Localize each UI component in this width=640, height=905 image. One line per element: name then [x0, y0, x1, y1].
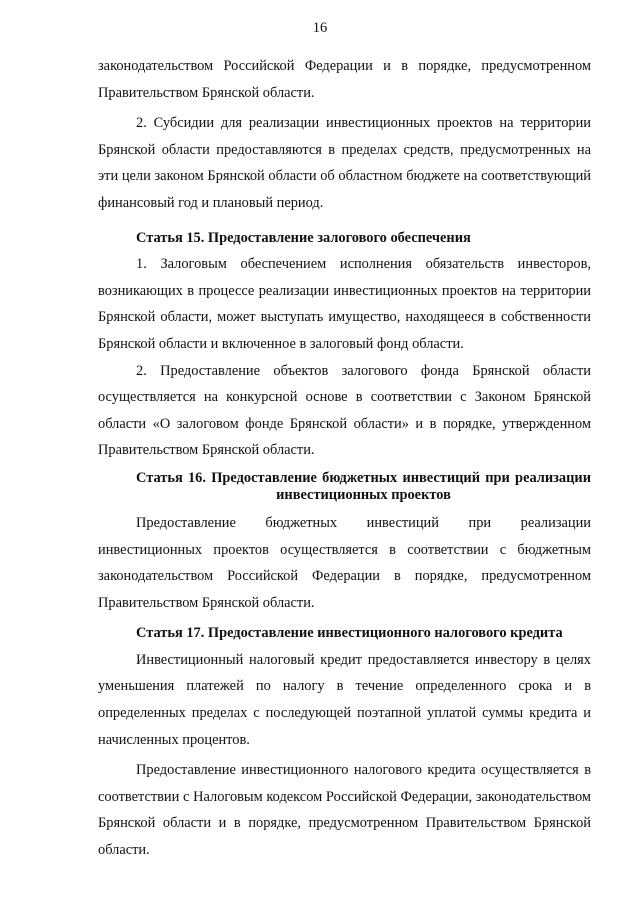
paragraph-collateral-2: 2. Предоставление объектов залогового фонда Брянской области осуществляется на конкурсной основе в соответствии с Законом Брянской области «О залоговом фонде Брянской области» и в порядке, утвержденном Правительством Брянской области.	[98, 362, 591, 459]
page-number: 16	[312, 20, 328, 36]
paragraph-budget-investments: Предоставление бюджетных инвестиций при реализации инвестиционных проектов осуществляется в соответствии с бюджетным законодательством Российской Федерации в порядке, предусмотренном Правительством Брянской области.	[98, 514, 591, 611]
article-16-heading: Статья 16. Предоставление бюджетных инвестиций при реализации инвестиционных проектов	[136, 469, 591, 503]
document-body	[98, 53, 591, 864]
article-15-heading: Статья 15. Предоставление залогового обеспечения	[136, 229, 471, 246]
article-17-heading: Статья 17. Предоставление инвестиционного налогового кредита	[136, 625, 563, 642]
paragraph-tax-credit-1: Инвестиционный налоговый кредит предоставляется инвестору в целях уменьшения платежей по налогу в течение определенного срока и в определенных пределах с последующей поэтапной уплатой суммы кредита и начисленных процентов.	[98, 651, 591, 748]
paragraph-subsidies: 2. Субсидии для реализации инвестиционных проектов на территории Брянской области предоставляются в пределах средств, предусмотренных на эти цели законом Брянской области об областном бюджете на соответствующий финансовый год и плановый период.	[98, 115, 591, 211]
paragraph-continuation: законодательством Российской Федерации и в порядке, предусмотренном Правительством Брянской области.	[98, 58, 591, 101]
paragraph-collateral-1: 1. Залоговым обеспечением исполнения обязательств инвесторов, возникающих в процессе реализации инвестиционных проектов на территории Брянской области, может выступать имущество, находящееся в собственности Брянской области и включенное в залоговый фонд области.	[98, 256, 591, 352]
paragraph-tax-credit-2: Предоставление инвестиционного налогового кредита осуществляется в соответствии с Налоговым кодексом Российской Федерации, законодательством Брянской области и в порядке, предусмотренном Правительством Брянской области.	[98, 762, 591, 859]
